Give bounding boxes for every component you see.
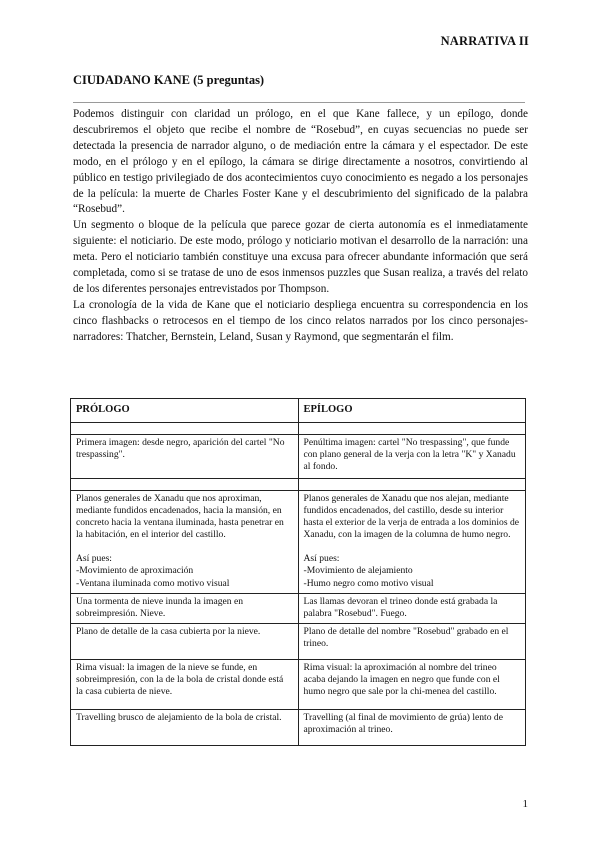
table-row: [71, 623, 526, 659]
comparison-table: [70, 398, 526, 746]
table-cell: Una tormenta de nieve inunda la imagen en sobreimpresión. Nieve.: [71, 593, 299, 623]
title-rule: [73, 102, 525, 103]
body-text: [73, 107, 528, 346]
cell-text: -Movimiento de alejamiento: [303, 565, 413, 577]
table-spacer: [71, 479, 526, 491]
table-cell: Travelling (al final de movimiento de grúa) lento de aproximación al trineo.: [298, 709, 526, 745]
table-cell: Rima visual: la imagen de la nieve se funde, en sobreimpresión, con la de la bola de cristal donde está la casa cubierta de nieve.: [71, 659, 299, 709]
paragraph-3: La cronología de la vida de Kane que el noticiario despliega encuentra su correspondencia en los cinco flashbacks o retrocesos en el tiempo de los cinco relatos narrados por los cinco personajes-narradores: Thatcher, Bernstein, Leland, Susan y Raymond, que segmentarán el film.: [73, 298, 528, 343]
table-cell: Las llamas devoran el trineo donde está grabada la palabra "Rosebud". Fuego.: [298, 593, 526, 623]
paragraph-2: Un segmento o bloque de la película que parece gozar de cierta autonomía es el inmediatamente siguiente: el noticiario. De este modo, prólogo y noticiario motivan el desarrollo de la narración: una meta. Pero el noticiario también constituye una excusa para ofrecer abundante información que será completada, como si se tratase de uno de esos inmensos puzzles que Susan realiza, a través del relato de los diferentes personajes entrevistados por Thompson.: [73, 219, 528, 295]
table-row: [71, 435, 526, 479]
table-cell: [298, 491, 526, 594]
cell-text: Planos generales de Xanadu que nos aproximan, mediante fundidos encadenados, hacia la mansión, en concreto hacia la ventana iluminada, hasta penetrar en la habitación, en el interior del castillo.: [76, 493, 284, 541]
table-row: [71, 659, 526, 709]
cell-text: -Ventana iluminada como motivo visual: [76, 577, 230, 589]
cell-text: -Humo negro como motivo visual: [303, 577, 434, 589]
table-cell: Primera imagen: desde negro, aparición del cartel "No trespassing".: [71, 435, 299, 479]
table-row: [71, 593, 526, 623]
page-number: 1: [522, 798, 528, 810]
header-epilogo: EPÍLOGO: [298, 399, 526, 423]
document-title: CIUDADANO KANE (5 preguntas): [73, 73, 265, 87]
table-cell: Plano de detalle de la casa cubierta por la nieve.: [71, 623, 299, 659]
table-cell: Penúltima imagen: cartel "No trespassing", que funde con plano general de la verja con la letra "K" y Xanadu al fondo.: [298, 435, 526, 479]
cell-text: Planos generales de Xanadu que nos alejan, mediante fundidos encadenados, del castillo, desde su interior hasta el exterior de la verja de entrada a los dominios de Xanadu, con la imagen de la columna de humo negro.: [303, 493, 520, 541]
paragraph-1: Podemos distinguir con claridad un prólogo, en el que Kane fallece, y un epílogo, donde descubriremos el objeto que recibe el nombre de “Rosebud”, en cuyas secuencias no puede ser detectada la presencia de narrador alguno, o de mediación entre la cámara y el espectador. De este modo, en el prólogo y en el epílogo, la cámara se dirige directamente a nosotros, convirtiendo al público en testigo privilegiado de dos acontecimientos cuyo conocimiento es negado a los personajes de la película: la muerte de Charles Foster Kane y el descubrimiento del significado de la palabra “Rosebud”.: [73, 108, 528, 216]
table-cell: [71, 491, 299, 594]
table-row: [71, 491, 526, 594]
table-spacer: [71, 423, 526, 435]
running-header: NARRATIVA II: [440, 34, 529, 48]
table-cell: Plano de detalle del nombre "Rosebud" grabado en el trineo.: [298, 623, 526, 659]
table-row: [71, 709, 526, 745]
cell-text: Así pues:: [76, 553, 112, 565]
table-cell: Rima visual: la aproximación al nombre del trineo acaba dejando la imagen en negro que funde con el humo negro que sale por la chi-menea del castillo.: [298, 659, 526, 709]
table-header-row: [71, 399, 526, 423]
table-cell: Travelling brusco de alejamiento de la bola de cristal.: [71, 709, 299, 745]
cell-text: Así pues:: [303, 553, 340, 565]
cell-text: -Movimiento de aproximación: [76, 565, 194, 577]
header-prologo: PRÓLOGO: [71, 399, 299, 423]
